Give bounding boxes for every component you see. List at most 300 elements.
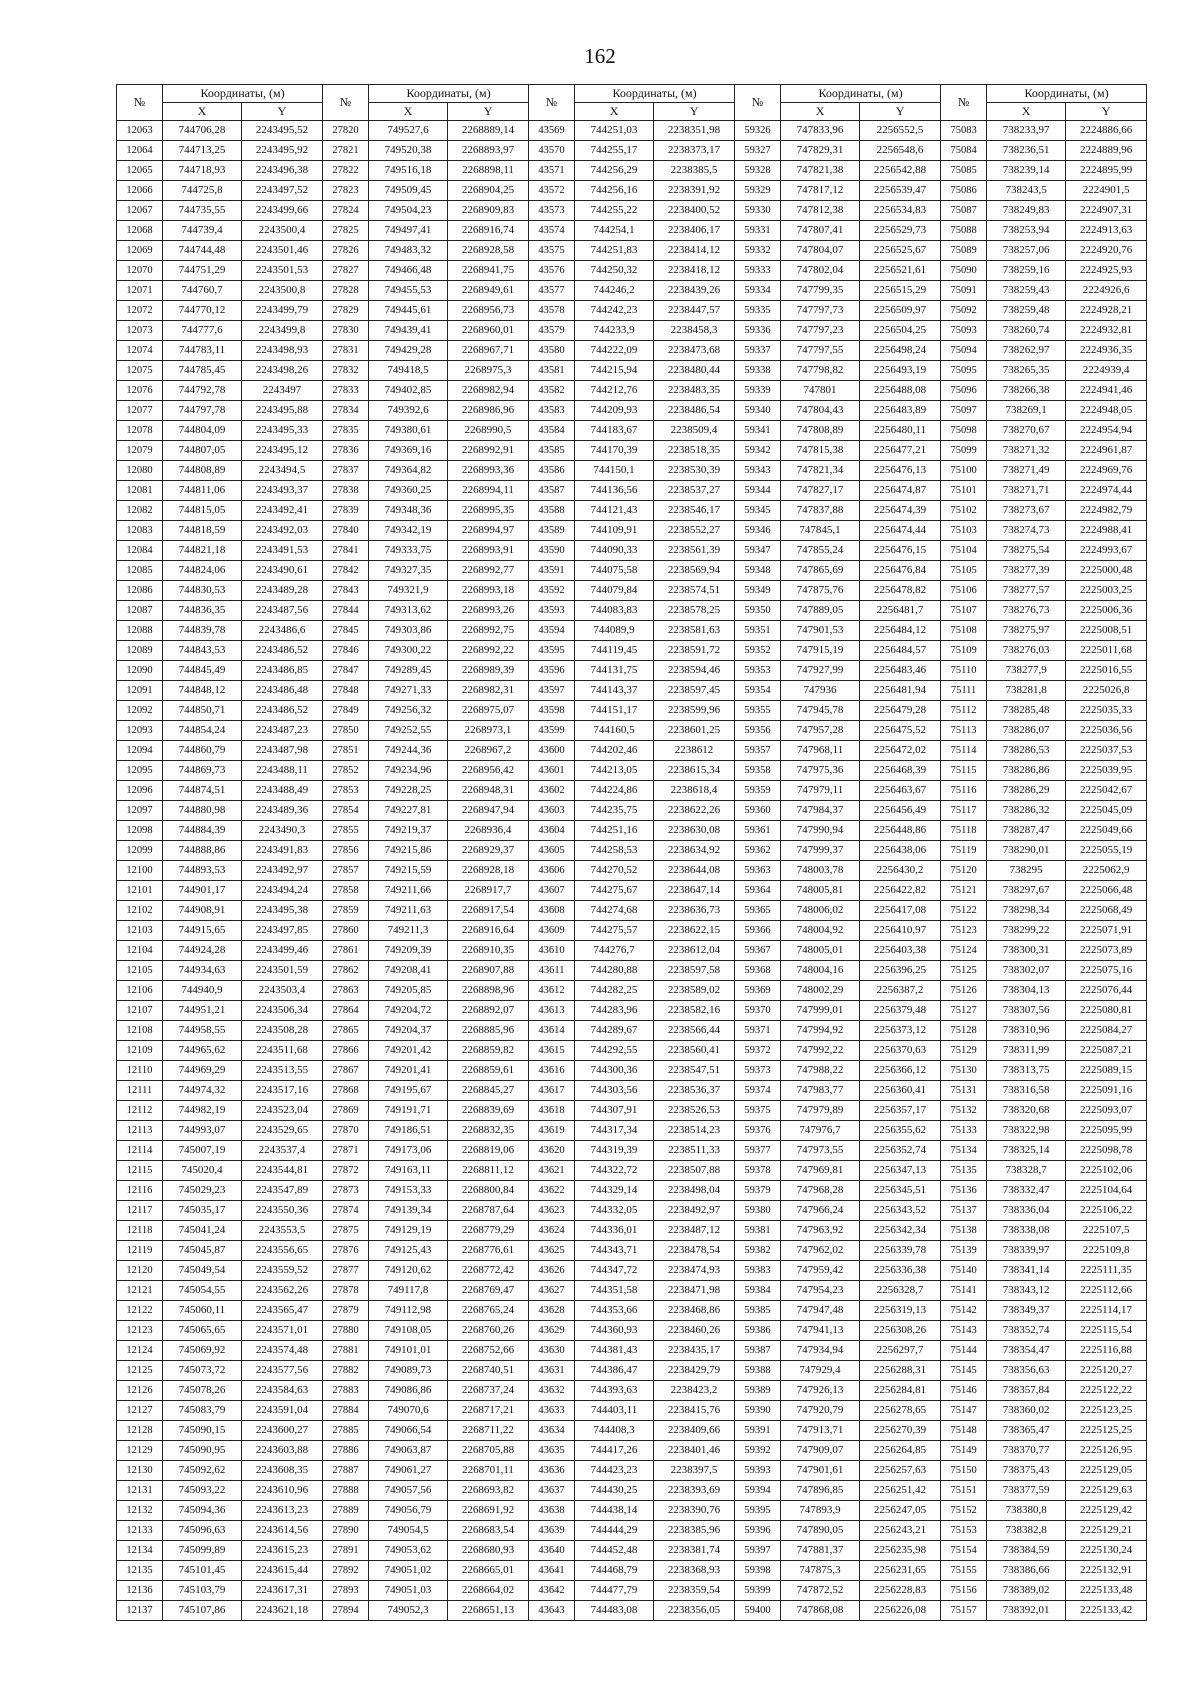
point-number: 43629 <box>529 1321 575 1341</box>
coord-x: 744119,45 <box>575 641 654 661</box>
coord-x: 749256,32 <box>369 701 448 721</box>
coord-y: 2243491,83 <box>242 841 323 861</box>
coord-x: 744915,65 <box>163 921 242 941</box>
coord-y: 2256539,47 <box>860 181 941 201</box>
point-number: 27886 <box>323 1441 369 1461</box>
coord-y: 2225080,81 <box>1066 1001 1147 1021</box>
coord-x: 747990,94 <box>781 821 860 841</box>
point-number: 75132 <box>941 1101 987 1121</box>
point-number: 27828 <box>323 281 369 301</box>
coord-y: 2238351,98 <box>654 121 735 141</box>
coord-x: 749211,63 <box>369 901 448 921</box>
coord-x: 749439,41 <box>369 321 448 341</box>
coord-x: 749056,79 <box>369 1501 448 1521</box>
point-number: 59362 <box>735 841 781 861</box>
coord-y: 2238368,93 <box>654 1561 735 1581</box>
point-number: 43606 <box>529 861 575 881</box>
coord-y: 2238400,52 <box>654 201 735 221</box>
point-number: 43625 <box>529 1241 575 1261</box>
coord-y: 2243608,35 <box>242 1461 323 1481</box>
coord-y: 2238582,16 <box>654 1001 735 1021</box>
coord-x: 749527,6 <box>369 121 448 141</box>
table-row <box>117 1301 1147 1321</box>
coord-x: 738386,66 <box>987 1561 1066 1581</box>
coord-y: 2268948,31 <box>448 781 529 801</box>
point-number: 59337 <box>735 341 781 361</box>
coord-y: 2268811,12 <box>448 1161 529 1181</box>
table-row <box>117 1201 1147 1221</box>
point-number: 43636 <box>529 1461 575 1481</box>
coord-x: 749086,86 <box>369 1381 448 1401</box>
table-row <box>117 941 1147 961</box>
coord-y: 2243501,53 <box>242 261 323 281</box>
point-number: 27844 <box>323 601 369 621</box>
coord-x: 744258,53 <box>575 841 654 861</box>
coord-y: 2238415,76 <box>654 1401 735 1421</box>
point-number: 59334 <box>735 281 781 301</box>
point-number: 12100 <box>117 861 163 881</box>
coord-y: 2238435,17 <box>654 1341 735 1361</box>
point-number: 75153 <box>941 1521 987 1541</box>
point-number: 59339 <box>735 381 781 401</box>
coord-x: 738360,02 <box>987 1401 1066 1421</box>
coord-y: 2256379,48 <box>860 1001 941 1021</box>
coord-x: 744924,28 <box>163 941 242 961</box>
point-number: 75154 <box>941 1541 987 1561</box>
point-number: 59378 <box>735 1161 781 1181</box>
point-number: 59366 <box>735 921 781 941</box>
point-number: 27865 <box>323 1021 369 1041</box>
point-number: 12068 <box>117 221 163 241</box>
coord-x: 738336,04 <box>987 1201 1066 1221</box>
coord-x: 749520,38 <box>369 141 448 161</box>
coord-y: 2238429,79 <box>654 1361 735 1381</box>
point-number: 59387 <box>735 1341 781 1361</box>
coord-y: 2243486,52 <box>242 701 323 721</box>
table-row <box>117 161 1147 181</box>
coord-x: 747896,85 <box>781 1481 860 1501</box>
coord-y: 2268680,93 <box>448 1541 529 1561</box>
point-number: 12132 <box>117 1501 163 1521</box>
coord-x: 744343,71 <box>575 1241 654 1261</box>
coord-y: 2225035,33 <box>1066 701 1147 721</box>
table-row <box>117 421 1147 441</box>
header-coordinates: Координаты, (м) <box>575 85 735 103</box>
header-number: № <box>529 85 575 121</box>
point-number: 43588 <box>529 501 575 521</box>
coord-y: 2268665,01 <box>448 1561 529 1581</box>
coord-y: 2225066,48 <box>1066 881 1147 901</box>
point-number: 59361 <box>735 821 781 841</box>
coord-y: 2243600,27 <box>242 1421 323 1441</box>
point-number: 43621 <box>529 1161 575 1181</box>
coord-y: 2243495,33 <box>242 421 323 441</box>
coord-y: 2256345,51 <box>860 1181 941 1201</box>
point-number: 27862 <box>323 961 369 981</box>
point-number: 12096 <box>117 781 163 801</box>
coord-y: 2238552,27 <box>654 521 735 541</box>
coord-y: 2224928,21 <box>1066 301 1147 321</box>
coord-y: 2268992,22 <box>448 641 529 661</box>
coord-x: 744874,51 <box>163 781 242 801</box>
coord-x: 744444,29 <box>575 1521 654 1541</box>
point-number: 75149 <box>941 1441 987 1461</box>
coord-x: 747798,82 <box>781 361 860 381</box>
coord-x: 749313,62 <box>369 601 448 621</box>
coord-y: 2243492,41 <box>242 501 323 521</box>
coord-y: 2243508,28 <box>242 1021 323 1041</box>
coord-x: 738253,94 <box>987 221 1066 241</box>
coord-y: 2268941,75 <box>448 261 529 281</box>
coord-y: 2256484,12 <box>860 621 941 641</box>
coord-x: 744430,25 <box>575 1481 654 1501</box>
coord-y: 2268651,13 <box>448 1601 529 1621</box>
coord-y: 2225120,27 <box>1066 1361 1147 1381</box>
point-number: 27831 <box>323 341 369 361</box>
point-number: 12063 <box>117 121 163 141</box>
point-number: 43598 <box>529 701 575 721</box>
table-row <box>117 1021 1147 1041</box>
point-number: 75130 <box>941 1061 987 1081</box>
coord-x: 744251,83 <box>575 241 654 261</box>
coord-x: 744222,09 <box>575 341 654 361</box>
header-coordinates: Координаты, (м) <box>369 85 529 103</box>
coord-y: 2268949,61 <box>448 281 529 301</box>
coord-y: 2256493,19 <box>860 361 941 381</box>
point-number: 27848 <box>323 681 369 701</box>
coord-x: 738356,63 <box>987 1361 1066 1381</box>
point-number: 59388 <box>735 1361 781 1381</box>
coord-x: 744360,93 <box>575 1321 654 1341</box>
point-number: 75157 <box>941 1601 987 1621</box>
coord-y: 2256509,97 <box>860 301 941 321</box>
point-number: 75109 <box>941 641 987 661</box>
coord-x: 745049,54 <box>163 1261 242 1281</box>
table-row <box>117 241 1147 261</box>
point-number: 27838 <box>323 481 369 501</box>
table-row <box>117 541 1147 561</box>
coord-y: 2268967,71 <box>448 341 529 361</box>
coord-y: 2268683,54 <box>448 1521 529 1541</box>
coord-x: 749112,98 <box>369 1301 448 1321</box>
point-number: 43639 <box>529 1521 575 1541</box>
coord-x: 749186,51 <box>369 1121 448 1141</box>
coord-x: 744468,79 <box>575 1561 654 1581</box>
point-number: 43610 <box>529 941 575 961</box>
point-number: 75143 <box>941 1321 987 1341</box>
coord-y: 2256534,83 <box>860 201 941 221</box>
point-number: 43634 <box>529 1421 575 1441</box>
point-number: 59367 <box>735 941 781 961</box>
header-x: X <box>781 103 860 121</box>
coord-x: 749303,86 <box>369 621 448 641</box>
coord-y: 2238483,35 <box>654 381 735 401</box>
point-number: 43579 <box>529 321 575 341</box>
coord-y: 2243497,52 <box>242 181 323 201</box>
coord-x: 738341,14 <box>987 1261 1066 1281</box>
point-number: 12108 <box>117 1021 163 1041</box>
point-number: 27871 <box>323 1141 369 1161</box>
point-number: 12088 <box>117 621 163 641</box>
point-number: 75156 <box>941 1581 987 1601</box>
coord-x: 744170,39 <box>575 441 654 461</box>
point-number: 27891 <box>323 1541 369 1561</box>
coord-x: 744150,1 <box>575 461 654 481</box>
coord-y: 2243556,65 <box>242 1241 323 1261</box>
coord-x: 749369,16 <box>369 441 448 461</box>
coord-y: 2268839,69 <box>448 1101 529 1121</box>
point-number: 59353 <box>735 661 781 681</box>
coord-y: 2256481,94 <box>860 681 941 701</box>
coord-x: 744751,29 <box>163 261 242 281</box>
coord-y: 2243523,04 <box>242 1101 323 1121</box>
coord-y: 2243503,4 <box>242 981 323 1001</box>
point-number: 12083 <box>117 521 163 541</box>
coord-y: 2256226,08 <box>860 1601 941 1621</box>
coord-y: 2268752,66 <box>448 1341 529 1361</box>
table-row <box>117 801 1147 821</box>
point-number: 43630 <box>529 1341 575 1361</box>
coord-x: 744718,93 <box>163 161 242 181</box>
coord-x: 738290,01 <box>987 841 1066 861</box>
coord-x: 745045,87 <box>163 1241 242 1261</box>
point-number: 59340 <box>735 401 781 421</box>
coord-x: 749204,72 <box>369 1001 448 1021</box>
header-number: № <box>941 85 987 121</box>
point-number: 59355 <box>735 701 781 721</box>
coord-y: 2256480,11 <box>860 421 941 441</box>
coord-x: 749360,25 <box>369 481 448 501</box>
coord-y: 2256474,87 <box>860 481 941 501</box>
point-number: 43599 <box>529 721 575 741</box>
point-number: 12090 <box>117 661 163 681</box>
table-row <box>117 841 1147 861</box>
point-number: 12130 <box>117 1461 163 1481</box>
point-number: 12129 <box>117 1441 163 1461</box>
point-number: 12071 <box>117 281 163 301</box>
coord-y: 2238518,35 <box>654 441 735 461</box>
coord-x: 744804,09 <box>163 421 242 441</box>
coord-y: 2224926,6 <box>1066 281 1147 301</box>
coord-x: 744300,36 <box>575 1061 654 1081</box>
point-number: 43575 <box>529 241 575 261</box>
point-number: 75116 <box>941 781 987 801</box>
point-number: 59338 <box>735 361 781 381</box>
coord-y: 2268760,26 <box>448 1321 529 1341</box>
coord-x: 738354,47 <box>987 1341 1066 1361</box>
coord-y: 2224941,46 <box>1066 381 1147 401</box>
coord-x: 744808,89 <box>163 461 242 481</box>
coord-x: 749234,96 <box>369 761 448 781</box>
coord-y: 2225132,91 <box>1066 1561 1147 1581</box>
coord-y: 2225026,8 <box>1066 681 1147 701</box>
coord-x: 747804,43 <box>781 401 860 421</box>
table-row <box>117 361 1147 381</box>
point-number: 59368 <box>735 961 781 981</box>
coord-x: 744811,06 <box>163 481 242 501</box>
coord-x: 749089,73 <box>369 1361 448 1381</box>
coord-y: 2224969,76 <box>1066 461 1147 481</box>
coord-x: 747979,11 <box>781 781 860 801</box>
coord-x: 745093,22 <box>163 1481 242 1501</box>
point-number: 43623 <box>529 1201 575 1221</box>
coord-y: 2243495,52 <box>242 121 323 141</box>
coord-y: 2256270,39 <box>860 1421 941 1441</box>
coord-x: 738370,77 <box>987 1441 1066 1461</box>
coord-y: 2238566,44 <box>654 1021 735 1041</box>
coord-x: 744785,45 <box>163 361 242 381</box>
coord-y: 2256430,2 <box>860 861 941 881</box>
coord-y: 2256542,88 <box>860 161 941 181</box>
coord-y: 2225116,88 <box>1066 1341 1147 1361</box>
coord-y: 2224939,4 <box>1066 361 1147 381</box>
point-number: 43595 <box>529 641 575 661</box>
coord-y: 2225111,35 <box>1066 1261 1147 1281</box>
coord-x: 738392,01 <box>987 1601 1066 1621</box>
point-number: 75093 <box>941 321 987 341</box>
coord-y: 2268765,24 <box>448 1301 529 1321</box>
coord-x: 748003,78 <box>781 861 860 881</box>
point-number: 27833 <box>323 381 369 401</box>
coord-y: 2256339,78 <box>860 1241 941 1261</box>
coord-y: 2243621,18 <box>242 1601 323 1621</box>
point-number: 75114 <box>941 741 987 761</box>
point-number: 12079 <box>117 441 163 461</box>
coord-y: 2243500,4 <box>242 221 323 241</box>
point-number: 12081 <box>117 481 163 501</box>
coord-x: 744792,78 <box>163 381 242 401</box>
header-number: № <box>323 85 369 121</box>
coord-x: 747837,88 <box>781 501 860 521</box>
coord-x: 749445,61 <box>369 301 448 321</box>
coord-x: 747929,4 <box>781 1361 860 1381</box>
coord-y: 2243489,36 <box>242 801 323 821</box>
point-number: 43607 <box>529 881 575 901</box>
coord-x: 749289,45 <box>369 661 448 681</box>
coord-x: 747959,42 <box>781 1261 860 1281</box>
point-number: 12089 <box>117 641 163 661</box>
coord-y: 2268956,42 <box>448 761 529 781</box>
point-number: 59392 <box>735 1441 781 1461</box>
coord-y: 2256474,44 <box>860 521 941 541</box>
coord-y: 2256243,21 <box>860 1521 941 1541</box>
point-number: 59369 <box>735 981 781 1001</box>
coord-y: 2256552,5 <box>860 121 941 141</box>
coord-y: 2243496,38 <box>242 161 323 181</box>
coord-y: 2268917,7 <box>448 881 529 901</box>
header-number: № <box>117 85 163 121</box>
table-row <box>117 1041 1147 1061</box>
coord-x: 738295 <box>987 861 1066 881</box>
coord-y: 2243491,53 <box>242 541 323 561</box>
header-row-axes <box>117 103 1147 121</box>
coord-y: 2268845,27 <box>448 1081 529 1101</box>
point-number: 12135 <box>117 1561 163 1581</box>
coord-x: 747827,17 <box>781 481 860 501</box>
coord-y: 2238447,57 <box>654 301 735 321</box>
coord-x: 744317,34 <box>575 1121 654 1141</box>
point-number: 12099 <box>117 841 163 861</box>
coord-x: 738277,9 <box>987 661 1066 681</box>
coord-x: 749227,81 <box>369 801 448 821</box>
coord-y: 2225075,16 <box>1066 961 1147 981</box>
coord-x: 738316,58 <box>987 1081 1066 1101</box>
point-number: 27841 <box>323 541 369 561</box>
coord-y: 2256483,46 <box>860 661 941 681</box>
coord-y: 2268776,61 <box>448 1241 529 1261</box>
coord-y: 2238418,12 <box>654 261 735 281</box>
point-number: 27849 <box>323 701 369 721</box>
coord-y: 2243537,4 <box>242 1141 323 1161</box>
coord-y: 2238381,74 <box>654 1541 735 1561</box>
coord-y: 2238468,86 <box>654 1301 735 1321</box>
coord-y: 2268960,01 <box>448 321 529 341</box>
coord-x: 749057,56 <box>369 1481 448 1501</box>
point-number: 12070 <box>117 261 163 281</box>
point-number: 27853 <box>323 781 369 801</box>
coord-x: 747807,41 <box>781 221 860 241</box>
table-row <box>117 701 1147 721</box>
coord-y: 2243488,49 <box>242 781 323 801</box>
coord-y: 2225055,19 <box>1066 841 1147 861</box>
point-number: 75104 <box>941 541 987 561</box>
point-number: 43608 <box>529 901 575 921</box>
point-number: 75083 <box>941 121 987 141</box>
coord-y: 2243571,01 <box>242 1321 323 1341</box>
point-number: 59352 <box>735 641 781 661</box>
coord-y: 2238574,51 <box>654 581 735 601</box>
coord-x: 749252,55 <box>369 721 448 741</box>
coord-x: 749466,48 <box>369 261 448 281</box>
coord-x: 748004,16 <box>781 961 860 981</box>
coord-x: 744739,4 <box>163 221 242 241</box>
coord-y: 2238409,66 <box>654 1421 735 1441</box>
coord-x: 745078,26 <box>163 1381 242 1401</box>
coord-x: 744275,57 <box>575 921 654 941</box>
coord-x: 738338,08 <box>987 1221 1066 1241</box>
coord-x: 747913,71 <box>781 1421 860 1441</box>
coord-x: 749271,33 <box>369 681 448 701</box>
coord-x: 738375,43 <box>987 1461 1066 1481</box>
coord-y: 2243517,16 <box>242 1081 323 1101</box>
point-number: 59399 <box>735 1581 781 1601</box>
point-number: 27861 <box>323 941 369 961</box>
point-number: 43596 <box>529 661 575 681</box>
coord-y: 2238569,94 <box>654 561 735 581</box>
coord-x: 744824,06 <box>163 561 242 581</box>
coord-x: 744255,22 <box>575 201 654 221</box>
point-number: 75135 <box>941 1161 987 1181</box>
coord-x: 738271,49 <box>987 461 1066 481</box>
coord-y: 2256264,85 <box>860 1441 941 1461</box>
point-number: 43581 <box>529 361 575 381</box>
point-number: 12101 <box>117 881 163 901</box>
point-number: 59380 <box>735 1201 781 1221</box>
coord-x: 744083,83 <box>575 601 654 621</box>
point-number: 59363 <box>735 861 781 881</box>
coord-y: 2225008,51 <box>1066 621 1147 641</box>
coord-y: 2256484,57 <box>860 641 941 661</box>
coord-y: 2256403,38 <box>860 941 941 961</box>
coord-y: 2238618,4 <box>654 781 735 801</box>
coord-x: 749163,11 <box>369 1161 448 1181</box>
coord-y: 2243591,04 <box>242 1401 323 1421</box>
point-number: 12076 <box>117 381 163 401</box>
point-number: 59326 <box>735 121 781 141</box>
table-row <box>117 281 1147 301</box>
table-row <box>117 1421 1147 1441</box>
coord-x: 738286,07 <box>987 721 1066 741</box>
